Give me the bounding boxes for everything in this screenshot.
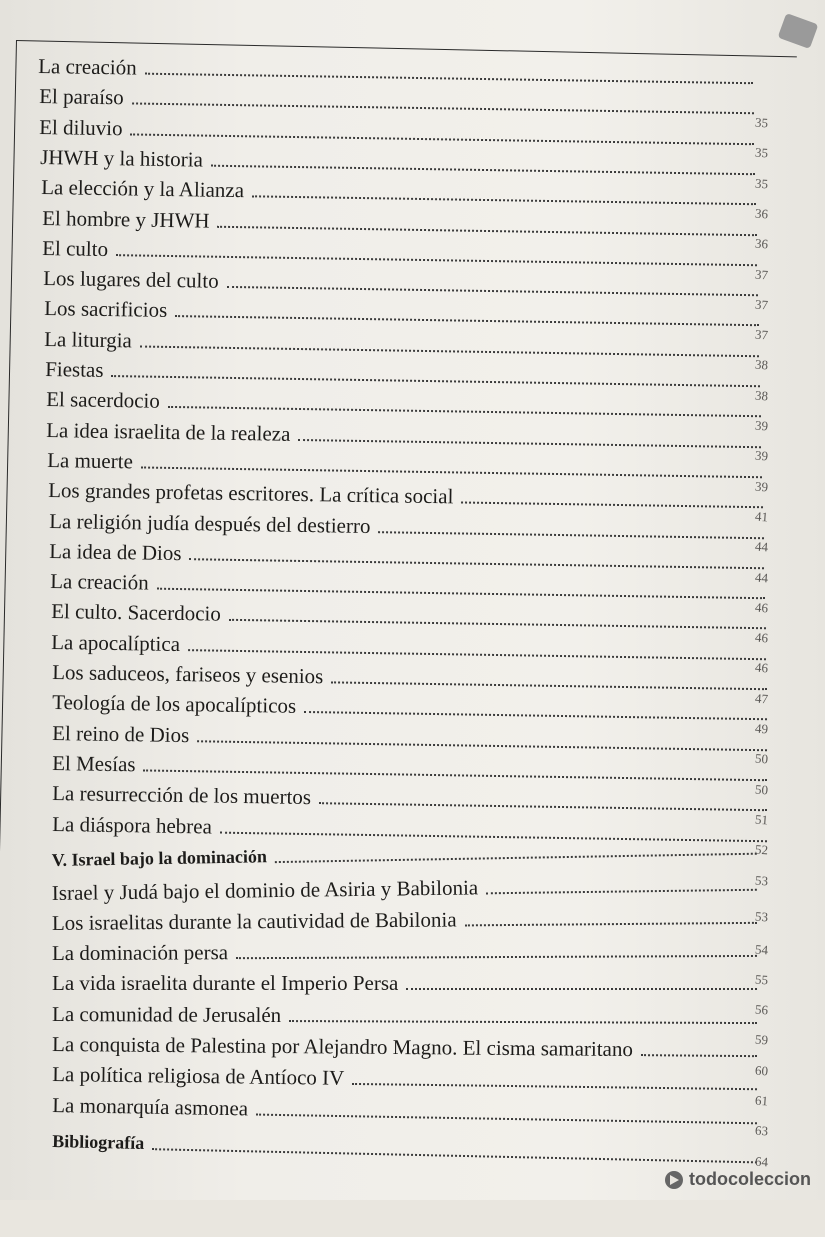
- dot-leader: [319, 801, 767, 811]
- dot-leader: [275, 851, 757, 862]
- toc-page-number: 44: [754, 538, 769, 555]
- toc-entry-title: La idea de Dios: [49, 538, 182, 565]
- toc-page-number: 41: [754, 508, 769, 525]
- toc-entry-title: Los israelitas durante la cautividad de Babilonia: [51, 907, 457, 935]
- toc-page-number: 51: [754, 811, 769, 828]
- toc-entry-title: Los lugares del culto: [42, 266, 219, 293]
- toc-entry-title: La conquista de Palestina por Alejandro Magno. El cisma samaritano: [52, 1032, 634, 1062]
- toc-page-number: 61: [754, 1092, 769, 1109]
- dot-leader: [465, 921, 757, 927]
- toc-page-number: 50: [754, 750, 769, 767]
- toc-page-number: 55: [754, 971, 769, 988]
- toc-entry-title: Los saduceos, fariseos y esenios: [52, 660, 324, 689]
- toc-entry-title: La política religiosa de Antíoco IV: [52, 1062, 345, 1091]
- toc-page-number: 50: [754, 781, 769, 798]
- dot-leader: [304, 710, 767, 720]
- toc-entry-title: La elección y la Alianza: [40, 175, 245, 203]
- toc-page-number: 37: [754, 296, 769, 313]
- toc-page-number: 38: [754, 356, 769, 373]
- toc-entry-title: La idea israelita de la realeza: [46, 417, 291, 446]
- toc-entry-title: Teología de los apocalípticos: [52, 690, 297, 719]
- toc-entry-title: El sacerdocio: [45, 387, 160, 414]
- toc-page-number: 54: [754, 941, 769, 957]
- toc-page-number: 35: [754, 114, 769, 131]
- dot-leader: [641, 1053, 757, 1057]
- dot-leader: [406, 987, 757, 990]
- watermark-text: todocoleccion: [688, 1169, 811, 1189]
- toc-page-number: 63: [754, 1122, 769, 1139]
- dot-leader: [461, 501, 763, 509]
- toc-page-number: 59: [754, 1031, 769, 1048]
- toc-entry-title: La muerte: [47, 447, 134, 474]
- toc-page-number: 53: [754, 908, 769, 924]
- toc-page-number: 46: [754, 659, 769, 676]
- corner-tab: [778, 13, 819, 49]
- watermark: [665, 1169, 811, 1190]
- toc-entry-title: El Mesías: [52, 750, 136, 777]
- dot-leader: [352, 1082, 757, 1090]
- toc-page-number: 56: [754, 1001, 769, 1018]
- toc-entry: [52, 899, 757, 935]
- toc-page-number: 36: [754, 205, 769, 222]
- dot-leader: [486, 887, 757, 894]
- toc-entry-title: La creación: [49, 569, 149, 595]
- toc-page-number: 35: [754, 144, 769, 161]
- toc-entry-title: La creación: [38, 54, 137, 80]
- toc-entry-title: JHWH y la historia: [40, 144, 204, 172]
- toc-page-number: 44: [754, 569, 769, 585]
- toc-entry-title: Los grandes profetas escritores. La crítica social: [47, 478, 454, 509]
- toc-page-number: 38: [754, 387, 769, 404]
- toc-entry-title: Bibliografía: [52, 1130, 145, 1153]
- toc-entry-title: La resurrección de los muertos: [52, 781, 312, 810]
- toc-entry-title: La apocalíptica: [51, 629, 181, 656]
- toc-page-number: 39: [754, 478, 769, 495]
- toc-entry-title: El reino de Dios: [52, 720, 190, 747]
- toc-entry-title: La vida israelita durante el Imperio Persa: [52, 971, 399, 996]
- toc-entry-title: La dominación persa: [51, 940, 229, 966]
- toc-entry-title: El hombre y JHWH: [41, 205, 210, 233]
- toc-page-number: 47: [754, 690, 769, 707]
- toc-page-number: 39: [754, 447, 769, 464]
- dot-leader: [378, 530, 764, 539]
- toc-entry: [52, 932, 757, 965]
- toc-entry: [52, 965, 757, 995]
- toc-entry-title: Los sacrificios: [43, 296, 168, 323]
- toc-entry-title: La religión judía después del destierro: [48, 508, 371, 538]
- toc-entry-title: El culto. Sacerdocio: [50, 599, 221, 627]
- toc-entry: [52, 996, 757, 1029]
- toc-page-number: 36: [754, 235, 769, 252]
- toc-page-number: 37: [754, 266, 769, 282]
- toc-page-number: 35: [754, 175, 769, 192]
- dot-leader: [236, 954, 757, 959]
- toc-page-number: 39: [754, 417, 769, 434]
- toc-entry-title: La comunidad de Jerusalén: [52, 1001, 282, 1027]
- play-icon: [665, 1171, 683, 1189]
- toc-entry-title: V. Israel bajo la dominación: [51, 845, 268, 870]
- toc-page-number: 52: [754, 841, 769, 858]
- toc-entry-title: El diluvio: [39, 114, 124, 140]
- toc-entry-title: La liturgia: [44, 326, 133, 353]
- toc-entry-title: El paraíso: [38, 84, 124, 110]
- toc-page-number: 46: [754, 629, 769, 646]
- toc-page-number: 64: [754, 1153, 769, 1170]
- toc-entry-title: El culto: [42, 235, 109, 261]
- toc-entry-title: Israel y Judá bajo el dominio de Asiria y Babilonia: [51, 874, 479, 905]
- toc-page-number: 53: [754, 872, 769, 888]
- toc-entry-title: La diáspora hebrea: [52, 811, 213, 839]
- toc-page-number: 60: [754, 1062, 769, 1079]
- toc-page-number: 46: [754, 599, 769, 616]
- dot-leader: [289, 1019, 757, 1024]
- toc-entry-title: La monarquía asmonea: [52, 1092, 249, 1121]
- toc-page-number: 49: [754, 720, 769, 737]
- toc-page-number: 37: [754, 326, 769, 343]
- toc-entry-title: Fiestas: [45, 357, 104, 382]
